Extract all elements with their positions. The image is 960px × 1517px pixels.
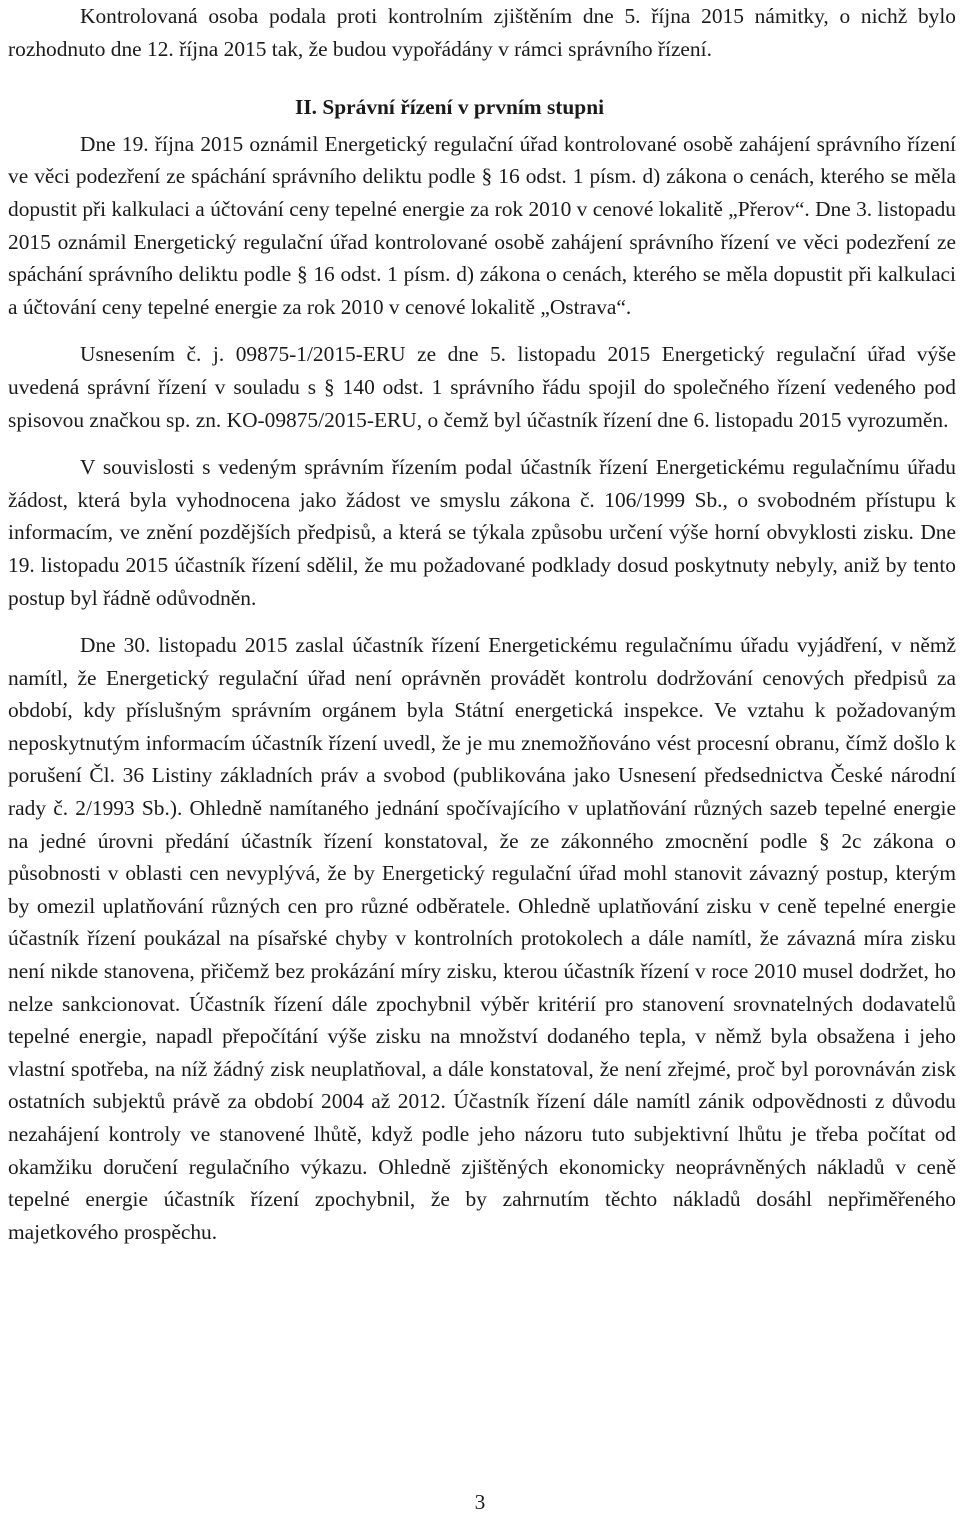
paragraph-proceedings-start: Dne 19. října 2015 oznámil Energetický regulační úřad kontrolované osobě zahájení správního řízení ve věci podezření ze spáchání správního deliktu podle § 16 odst. 1 písm. d) zákona o cenách, kterého se měla dopustit při kalkulaci a účtování ceny tepelné energie za rok 2010 v cenové lokalitě „Přerov“. Dne 3. listopadu 2015 oznámil Energetický regulační úřad kontrolované osobě zahájení správního řízení ve věci podezření ze spáchání správního deliktu podle § 16 odst. 1 písm. d) zákona o cenách, kterého se měla dopustit při kalkulaci a účtování ceny tepelné energie za rok 2010 v cenové lokalitě „Ostrava“.: [8, 131, 956, 319]
document-page: [8, 0, 956, 1248]
paragraph-information-request: V souvislosti s vedeným správním řízením podal účastník řízení Energetickému regulačnímu úřadu žádost, která byla vyhodnocena jako žádost ve smyslu zákona č. 106/1999 Sb., o svobodném přístupu k informacím, ve znění pozdějších předpisů, a která se týkala způsobu určení výše horní obvyklosti zisku. Dne 19. listopadu 2015 účastník řízení sdělil, že mu požadované podklady dosud poskytnuty nebyly, aniž by tento postup byl řádně odůvodněn.: [8, 455, 956, 610]
section-heading: II. Správní řízení v prvním stupni: [295, 95, 605, 120]
page-number: 3: [474, 1490, 486, 1514]
paragraph-statement: Dne 30. listopadu 2015 zaslal účastník řízení Energetickému regulačnímu úřadu vyjádření, v němž namítl, že Energetický regulační úřad není oprávněn provádět kontrolu dodržování cenových předpisů za období, kdy příslušným správním orgánem byla Státní energetická inspekce. Ve vztahu k požadovaným neposkytnutým informacím účastník řízení uvedl, že je mu znemožňováno vést procesní obranu, čímž došlo k porušení Čl. 36 Listiny základních práv a svobod (publikována jako Usnesení předsednictva České národní rady č. 2/1993 Sb.). Ohledně namítaného jednání spočívajícího v uplatňování různých sazeb tepelné energie na jedné úrovni předání účastník řízení konstatoval, že ze zákonného zmocnění podle § 2c zákona o působnosti v oblasti cen nevyplývá, že by Energetický regulační úřad mohl stanovit závazný postup, kterým by omezil uplatňování různých cen pro různé odběratele. Ohledně uplatňování zisku v ceně tepelné energie účastník řízení poukázal na písařské chyby v kontrolních protokolech a dále namítl, že závazná míra zisku není nikde stanovena, přičemž bez prokázání míry zisku, kterou účastník řízení v roce 2010 musel dodržet, ho nelze sankcionovat. Účastník řízení dále zpochybnil výběr kritérií pro stanovení srovnatelných dodavatelů tepelné energie, napadl přepočítání výše zisku na množství dodaného tepla, v němž byla obsažena i jeho vlastní spotřeba, na níž žádný zisk neuplatňoval, a dále konstatoval, že není zřejmé, proč byl porovnáván zisk ostatních subjektů právě za období 2004 až 2012. Účastník řízení dále namítl zánik odpovědnosti z důvodu nezahájení kontroly ve stanovené lhůtě, když podle jeho názoru tuto subjektivní lhůtu je třeba počítat od okamžiku doručení regulačního výkazu. Ohledně zjištěných ekonomicky neoprávněných nákladů v ceně tepelné energie účastník řízení zpochybnil, že by zahrnutím těchto nákladů dosáhl nepřiměřeného majetkového prospěchu.: [8, 633, 956, 1244]
paragraph-joined-proceedings: Usnesením č. j. 09875-1/2015-ERU ze dne 5. listopadu 2015 Energetický regulační úřad výše uvedená správní řízení v souladu s § 140 odst. 1 správního řádu spojil do společného řízení vedeného pod spisovou značkou sp. zn. KO-09875/2015-ERU, o čemž byl účastník řízení dne 6. listopadu 2015 vyrozuměn.: [8, 342, 956, 432]
paragraph-objections: Kontrolovaná osoba podala proti kontrolním zjištěním dne 5. října 2015 námitky, o nichž bylo rozhodnuto dne 12. října 2015 tak, že budou vypořádány v rámci správního řízení.: [8, 4, 956, 61]
